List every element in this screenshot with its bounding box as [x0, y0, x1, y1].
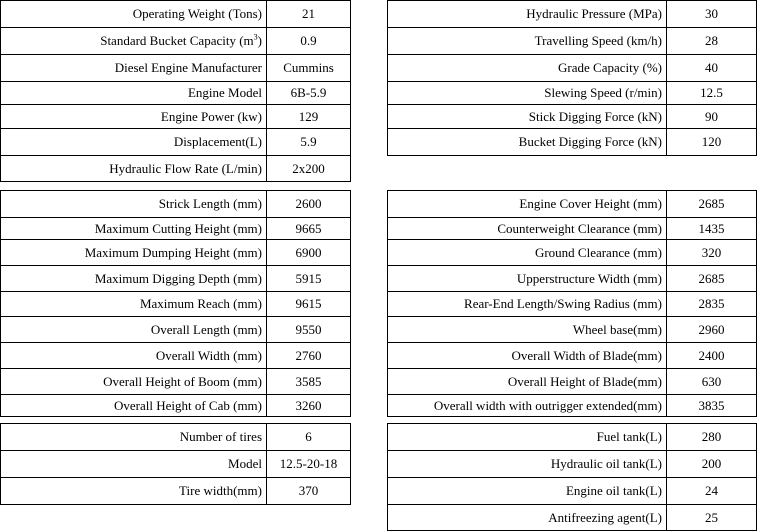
- table-row: [1, 55, 351, 82]
- table-row: [388, 1, 757, 28]
- table-row: [1, 1, 351, 28]
- spec-label: Overall Length (mm): [1, 317, 267, 343]
- spec-label: Overall Width of Blade(mm): [388, 343, 667, 369]
- table-row: [388, 395, 757, 417]
- spec-value: 25: [667, 505, 757, 531]
- spec-value: 370: [267, 478, 351, 505]
- spec-label: Stick Digging Force (kN): [388, 105, 667, 129]
- spec-value: 40: [667, 55, 757, 82]
- spec-label: Overall Width (mm): [1, 343, 267, 369]
- table-row: [388, 191, 757, 218]
- table-row: [388, 55, 757, 82]
- table-row: [1, 451, 351, 478]
- table-row: [388, 292, 757, 317]
- spec-value: 630: [667, 369, 757, 395]
- table-row: [1, 129, 351, 156]
- spec-value: 320: [667, 240, 757, 266]
- spec-value: 21: [267, 1, 351, 28]
- table-row: [1, 343, 351, 369]
- table-row: [1, 369, 351, 395]
- table-row: [388, 266, 757, 292]
- spec-value: 2760: [267, 343, 351, 369]
- spec-value: 2400: [667, 343, 757, 369]
- spec-label: Engine Power (kw): [1, 105, 267, 129]
- spec-value: 3835: [667, 395, 757, 417]
- spec-value: 200: [667, 451, 757, 478]
- spec-label: Overall width with outrigger extended(mm): [388, 395, 667, 417]
- spec-label: Hydraulic Flow Rate (L/min): [1, 156, 267, 182]
- table-row: [388, 369, 757, 395]
- table-row: [1, 478, 351, 505]
- spec-value: 30: [667, 1, 757, 28]
- spec-label: Hydraulic oil tank(L): [388, 451, 667, 478]
- spec-value: 2685: [667, 266, 757, 292]
- table-row: [1, 424, 351, 451]
- capacities-spec-table: [387, 423, 757, 531]
- table-row: [388, 317, 757, 343]
- table-row: [388, 129, 757, 156]
- spec-label: Strick Length (mm): [1, 191, 267, 218]
- spec-value: 1435: [667, 218, 757, 240]
- spec-value: 2600: [267, 191, 351, 218]
- spec-label: Counterweight Clearance (mm): [388, 218, 667, 240]
- spec-value: 3585: [267, 369, 351, 395]
- spec-label: Ground Clearance (mm): [388, 240, 667, 266]
- table-row: [388, 82, 757, 105]
- table-row: [388, 478, 757, 505]
- spec-label: Overall Height of Blade(mm): [388, 369, 667, 395]
- dimensions-spec-table: [387, 190, 757, 417]
- spec-label: Number of tires: [1, 424, 267, 451]
- spec-value: 9615: [267, 292, 351, 317]
- table-row: [388, 240, 757, 266]
- spec-value: 6900: [267, 240, 351, 266]
- table-row: [1, 82, 351, 105]
- spec-label: Maximum Cutting Height (mm): [1, 218, 267, 240]
- spec-label: Antifreezing agent(L): [388, 505, 667, 531]
- spec-label-text: Standard Bucket Capacity (m: [100, 33, 254, 48]
- spec-value: 24: [667, 478, 757, 505]
- spec-value: 2960: [667, 317, 757, 343]
- engine-spec-table: [0, 0, 351, 182]
- table-row: [1, 191, 351, 218]
- spec-value: 5.9: [267, 129, 351, 156]
- spec-value: Cummins: [267, 55, 351, 82]
- spec-value: 9665: [267, 218, 351, 240]
- spec-label-suffix: ): [257, 33, 262, 48]
- table-row: [388, 105, 757, 129]
- spec-label: Wheel base(mm): [388, 317, 667, 343]
- spec-value: 2x200: [267, 156, 351, 182]
- spec-value: 9550: [267, 317, 351, 343]
- table-row: [388, 218, 757, 240]
- spec-value: 120: [667, 129, 757, 156]
- spec-value: 5915: [267, 266, 351, 292]
- spec-value: 6: [267, 424, 351, 451]
- table-row: [388, 343, 757, 369]
- spec-label: Slewing Speed (r/min): [388, 82, 667, 105]
- spec-label: Upperstructure Width (mm): [388, 266, 667, 292]
- table-row: [1, 266, 351, 292]
- table-row: [388, 505, 757, 531]
- spec-label: Maximum Dumping Height (mm): [1, 240, 267, 266]
- table-row: [388, 424, 757, 451]
- spec-label: [1, 28, 267, 55]
- spec-value: 0.9: [267, 28, 351, 55]
- spec-label: Bucket Digging Force (kN): [388, 129, 667, 156]
- spec-label: Travelling Speed (km/h): [388, 28, 667, 55]
- spec-label: Model: [1, 451, 267, 478]
- working-range-spec-table: [0, 190, 351, 417]
- table-row: [1, 218, 351, 240]
- spec-label: Overall Height of Cab (mm): [1, 395, 267, 417]
- spec-value: 6B-5.9: [267, 82, 351, 105]
- table-row: [1, 28, 351, 55]
- spec-value: 12.5-20-18: [267, 451, 351, 478]
- tires-spec-table: [0, 423, 351, 505]
- spec-label: Operating Weight (Tons): [1, 1, 267, 28]
- table-row: [1, 292, 351, 317]
- spec-label: Fuel tank(L): [388, 424, 667, 451]
- spec-label: Overall Height of Boom (mm): [1, 369, 267, 395]
- spec-label: Tire width(mm): [1, 478, 267, 505]
- spec-value: 3260: [267, 395, 351, 417]
- spec-label: Diesel Engine Manufacturer: [1, 55, 267, 82]
- spec-value: 129: [267, 105, 351, 129]
- spec-label-superscript: 3: [253, 32, 258, 42]
- table-row: [388, 451, 757, 478]
- performance-spec-table: [387, 0, 757, 156]
- table-row: [1, 156, 351, 182]
- spec-label: Engine Model: [1, 82, 267, 105]
- spec-label: Displacement(L): [1, 129, 267, 156]
- spec-value: 90: [667, 105, 757, 129]
- spec-value: 12.5: [667, 82, 757, 105]
- spec-label: Maximum Digging Depth (mm): [1, 266, 267, 292]
- table-row: [1, 240, 351, 266]
- spec-label: Hydraulic Pressure (MPa): [388, 1, 667, 28]
- spec-value: 28: [667, 28, 757, 55]
- table-row: [1, 105, 351, 129]
- table-row: [1, 395, 351, 417]
- spec-value: 2685: [667, 191, 757, 218]
- spec-label: Rear-End Length/Swing Radius (mm): [388, 292, 667, 317]
- spec-label: Maximum Reach (mm): [1, 292, 267, 317]
- spec-value: 280: [667, 424, 757, 451]
- spec-value: 2835: [667, 292, 757, 317]
- table-row: [1, 317, 351, 343]
- table-row: [388, 28, 757, 55]
- spec-label: Engine Cover Height (mm): [388, 191, 667, 218]
- spec-label: Grade Capacity (%): [388, 55, 667, 82]
- spec-label: Engine oil tank(L): [388, 478, 667, 505]
